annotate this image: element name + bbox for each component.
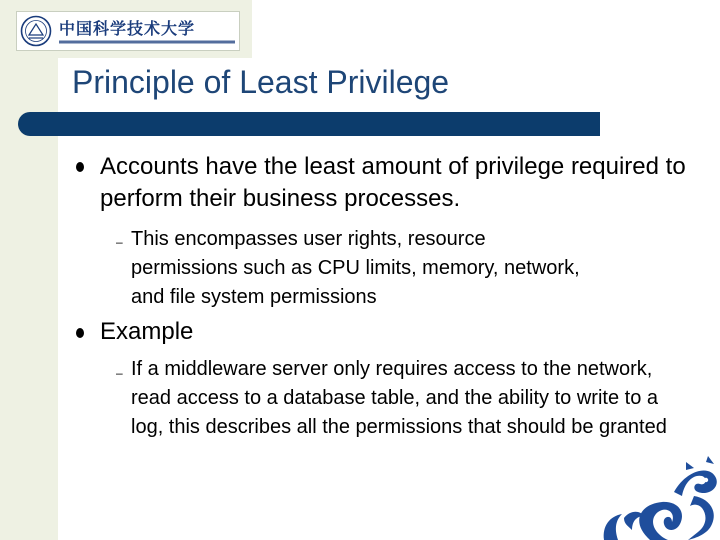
bullet-text: Example xyxy=(100,318,194,345)
title-underline-bar xyxy=(18,112,600,136)
university-chinese-name: 中国科学技术大学 xyxy=(59,19,196,38)
sub-bullet-text: This encompasses user rights, resource permissions such as CPU limits, memory, network, and file system permissions xyxy=(131,228,580,308)
sub-bullet-dash: – xyxy=(116,235,123,249)
bullet-marker xyxy=(76,162,84,172)
university-english-name xyxy=(59,40,235,44)
dragon-icon xyxy=(590,452,720,540)
bullet-marker xyxy=(76,328,84,338)
left-decorative-band xyxy=(0,0,58,540)
sub-bullet-dash: – xyxy=(116,366,123,380)
bullet-text: Accounts have the least amount of privilege required to perform their business processes. xyxy=(100,153,686,212)
university-emblem-icon xyxy=(20,15,52,47)
sub-bullet-text: If a middleware server only requires access to the network, read access to a database table, and the ability to write to a log, this describes all the permissions that should be granted xyxy=(131,358,667,438)
university-logo xyxy=(16,11,240,51)
slide-title: Principle of Least Privilege xyxy=(72,64,450,100)
